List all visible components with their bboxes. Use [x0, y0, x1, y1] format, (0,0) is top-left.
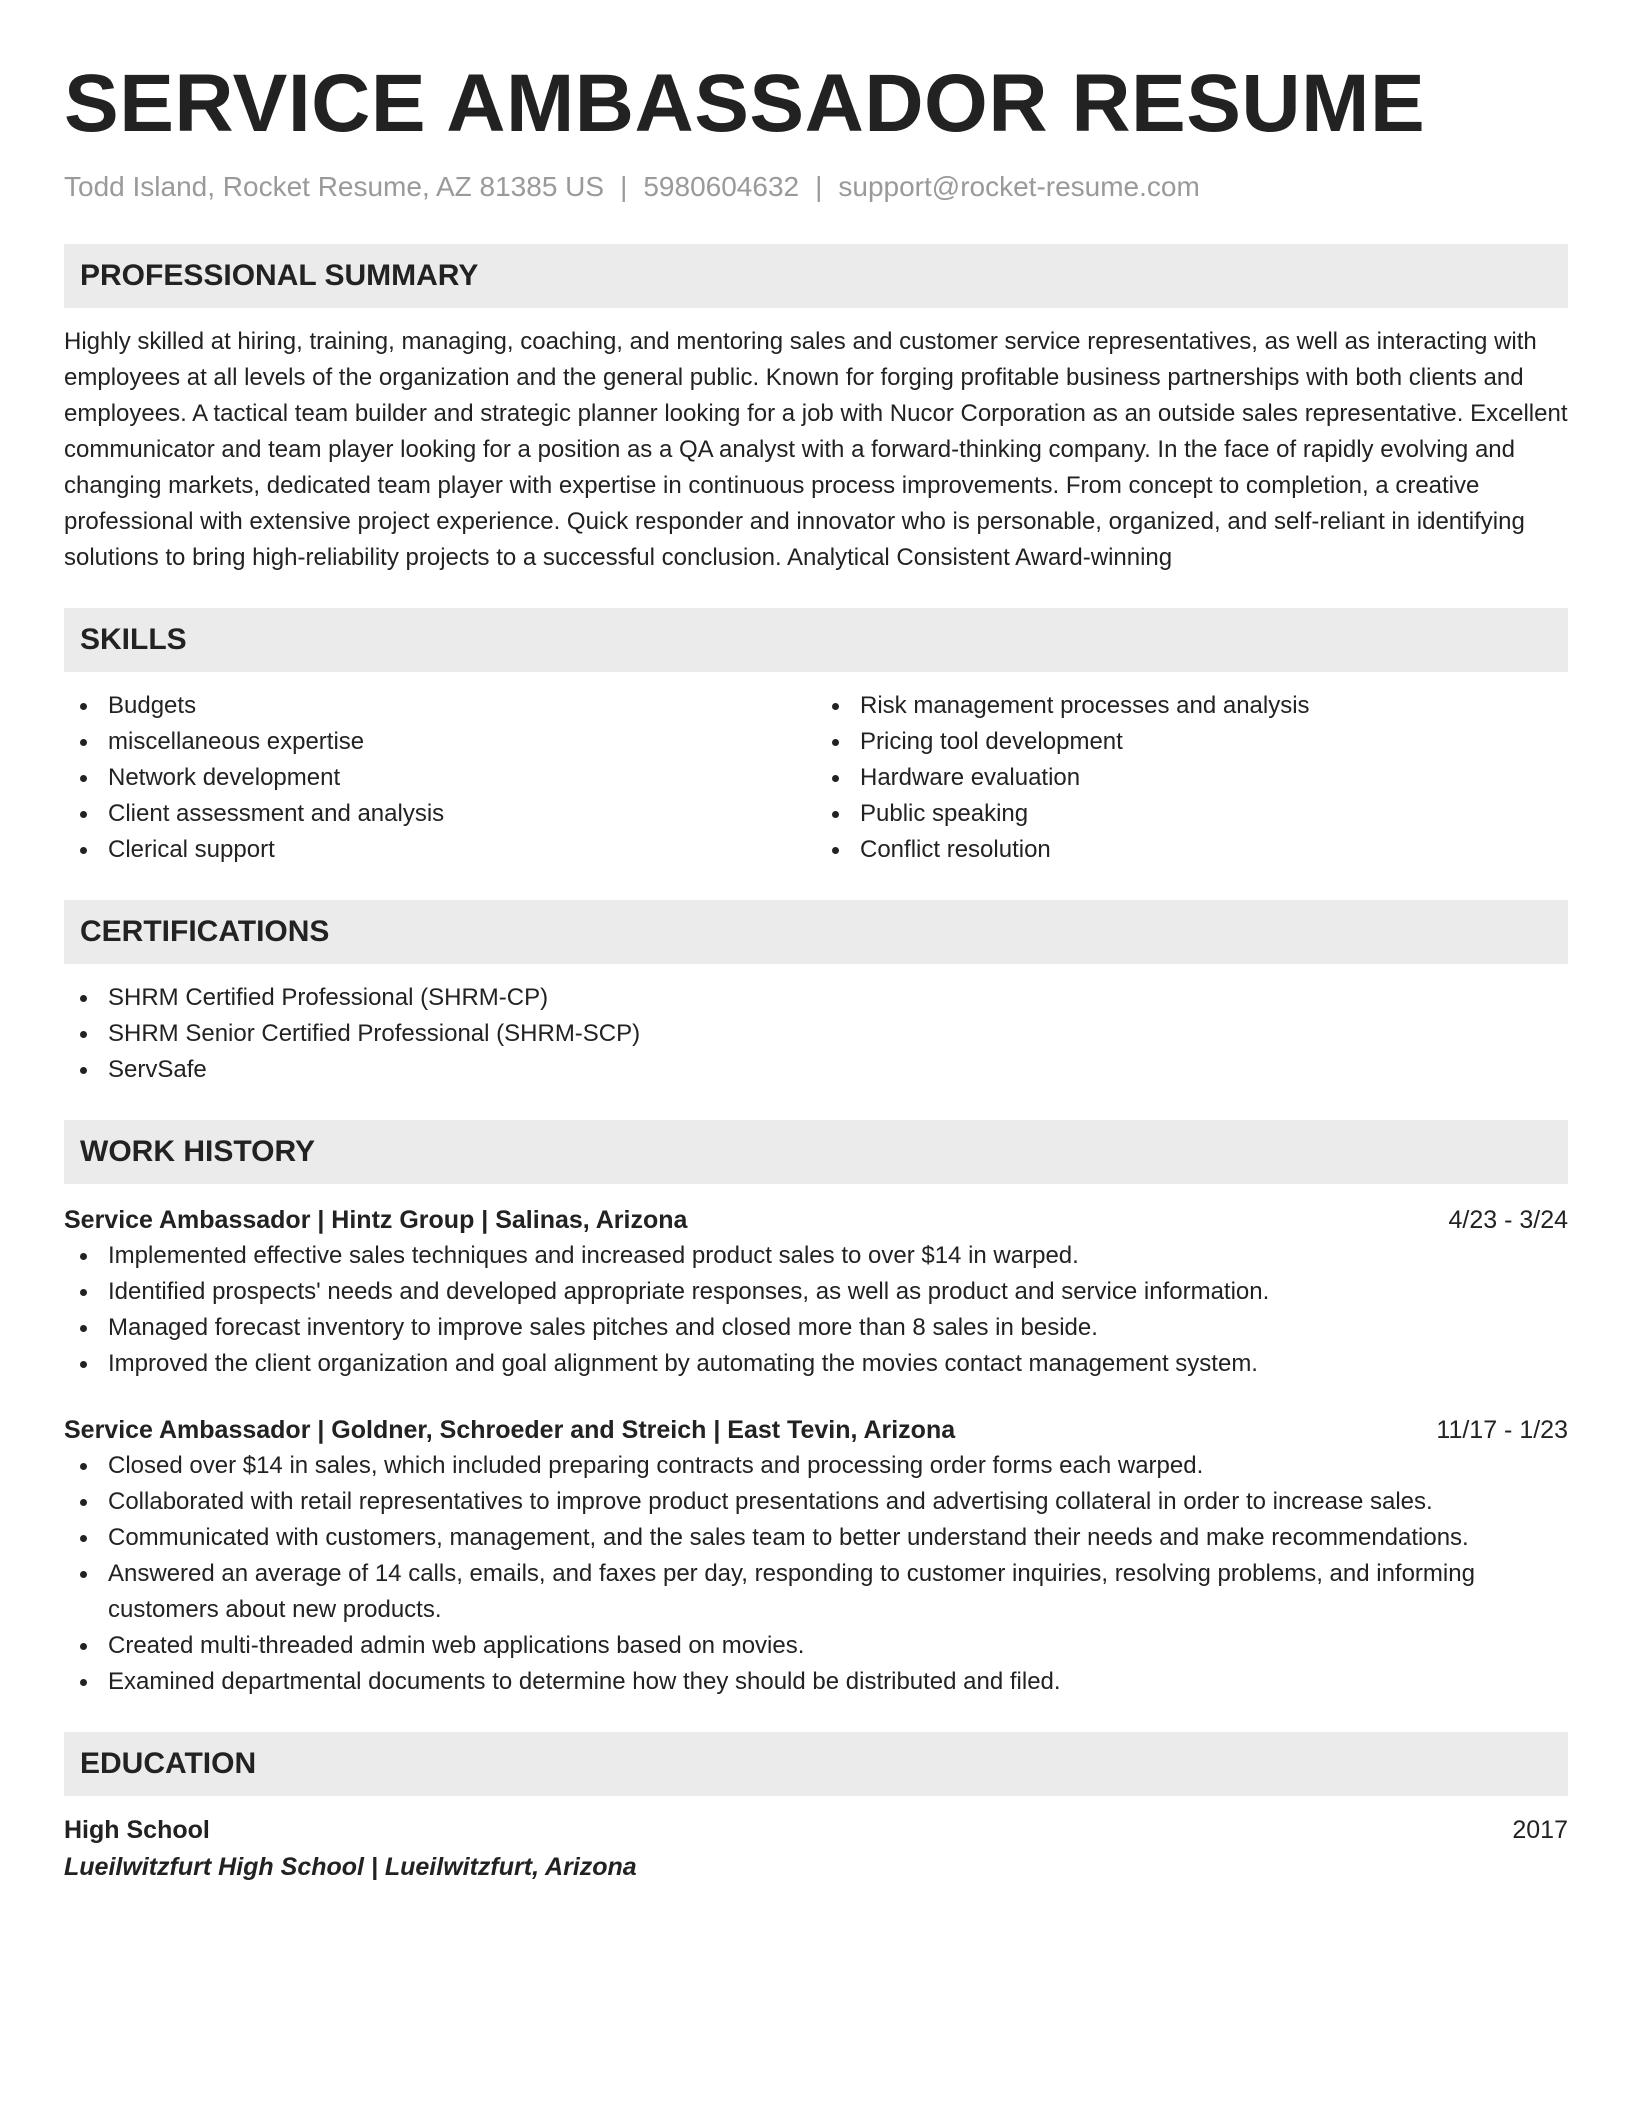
skills-header: SKILLS: [64, 608, 1568, 672]
job-title: Service Ambassador | Goldner, Schroeder and Streich | East Tevin, Arizona: [64, 1416, 956, 1444]
job-heading-row: [64, 1412, 1568, 1448]
contact-address: Todd Island, Rocket Resume, AZ 81385 US: [64, 171, 605, 202]
certifications-header: CERTIFICATIONS: [64, 900, 1568, 964]
certification-item: ServSafe: [64, 1052, 1568, 1088]
skill-item: Client assessment and analysis: [64, 796, 816, 832]
job-dates: 11/17 - 1/23: [1436, 1416, 1568, 1444]
job-duty: Identified prospects' needs and developed appropriate responses, as well as product and service information.: [64, 1274, 1568, 1310]
contact-separator: |: [815, 171, 823, 202]
skill-item: miscellaneous expertise: [64, 724, 816, 760]
contact-phone: 5980604632: [643, 171, 800, 202]
contact-line: [64, 170, 1568, 204]
skill-item: Conflict resolution: [816, 832, 1568, 868]
skill-item: Network development: [64, 760, 816, 796]
contact-email: support@rocket-resume.com: [838, 171, 1200, 202]
certification-item: SHRM Certified Professional (SHRM-CP): [64, 980, 1568, 1016]
education-heading-row: [64, 1812, 1568, 1848]
education-school: Lueilwitzfurt High School | Lueilwitzfurt, Arizona: [64, 1853, 637, 1881]
contact-separator: |: [620, 171, 628, 202]
skill-item: Hardware evaluation: [816, 760, 1568, 796]
job-duty: Collaborated with retail representatives to improve product presentations and advertising collateral in order to increase sales.: [64, 1484, 1568, 1520]
education-degree: High School: [64, 1816, 210, 1844]
job-duty: Answered an average of 14 calls, emails, and faxes per day, responding to customer inquiries, resolving problems, and informing customers about new products.: [64, 1556, 1568, 1628]
job-duty: Managed forecast inventory to improve sales pitches and closed more than 8 sales in beside.: [64, 1310, 1568, 1346]
job-duty: Improved the client organization and goal alignment by automating the movies contact management system.: [64, 1346, 1568, 1382]
education-header: EDUCATION: [64, 1732, 1568, 1796]
skills-column-left: [64, 688, 816, 868]
job-title: Service Ambassador | Hintz Group | Salinas, Arizona: [64, 1206, 688, 1234]
job-duties: [64, 1238, 1568, 1382]
job-entry: [64, 1412, 1568, 1700]
job-duty: Examined departmental documents to determine how they should be distributed and filed.: [64, 1664, 1568, 1700]
skill-item: Risk management processes and analysis: [816, 688, 1568, 724]
skills-column-right: [816, 688, 1568, 868]
job-duty: Implemented effective sales techniques and increased product sales to over $14 in warped.: [64, 1238, 1568, 1274]
education-entry: [64, 1812, 1568, 1886]
education-date: 2017: [1512, 1816, 1568, 1844]
summary-text: Highly skilled at hiring, training, managing, coaching, and mentoring sales and customer service representatives, as well as interacting with employees at all levels of the organization and the general public. Known for forging profitable business partnerships with both clients and employees. A tactical team builder and strategic planner looking for a job with Nucor Corporation as an outside sales representative. Excellent communicator and team player looking for a position as a QA analyst with a forward-thinking company. In the face of rapidly evolving and changing markets, dedicated team player with expertise in continuous process improvements. From concept to completion, a creative professional with extensive project experience. Quick responder and innovator who is personable, organized, and self-reliant in identifying solutions to bring high-reliability projects to a successful conclusion. Analytical Consistent Award-winning: [64, 328, 1568, 571]
summary-header: PROFESSIONAL SUMMARY: [64, 244, 1568, 308]
skill-item: Pricing tool development: [816, 724, 1568, 760]
job-duty: Communicated with customers, management, and the sales team to better understand their needs and make recommendations.: [64, 1520, 1568, 1556]
job-duty: Closed over $14 in sales, which included preparing contracts and processing order forms each warped.: [64, 1448, 1568, 1484]
certifications-list: [64, 980, 1568, 1088]
skills-list: [64, 688, 1568, 868]
skill-item: Budgets: [64, 688, 816, 724]
skill-item: Public speaking: [816, 796, 1568, 832]
job-duties: [64, 1448, 1568, 1700]
job-duty: Created multi-threaded admin web applications based on movies.: [64, 1628, 1568, 1664]
resume-title: SERVICE AMBASSADOR RESUME: [64, 58, 1426, 149]
certification-item: SHRM Senior Certified Professional (SHRM-SCP): [64, 1016, 1568, 1052]
work-history-header: WORK HISTORY: [64, 1120, 1568, 1184]
job-dates: 4/23 - 3/24: [1448, 1206, 1568, 1234]
skill-item: Clerical support: [64, 832, 816, 868]
job-heading-row: [64, 1202, 1568, 1238]
job-entry: [64, 1202, 1568, 1382]
